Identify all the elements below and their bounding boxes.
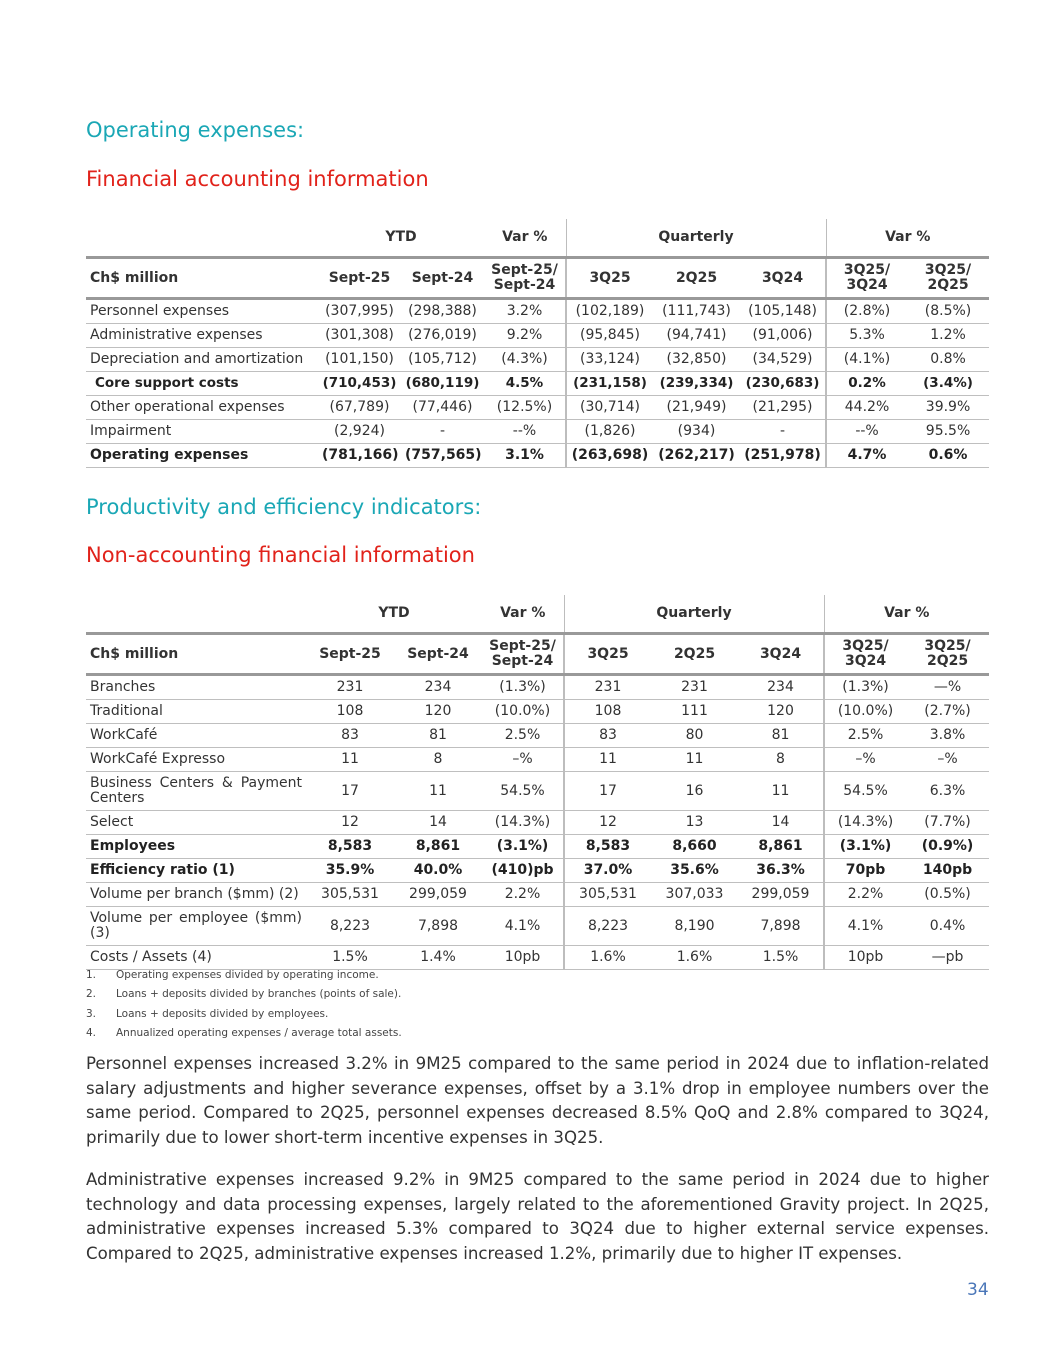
table-cell: 2.2%	[482, 883, 564, 907]
table-cell: (307,995)	[318, 299, 401, 324]
table-cell: 11	[651, 748, 738, 772]
table-cell: 0.6%	[907, 444, 989, 468]
table-cell: 0.2%	[826, 372, 907, 396]
table-cell: 1.5%	[738, 946, 824, 970]
heading-financial-accounting: Financial accounting information	[86, 167, 429, 191]
table-row	[86, 835, 989, 859]
table-cell: (263,698)	[566, 444, 653, 468]
table-cell: 2.2%	[824, 883, 906, 907]
table-cell: (7.7%)	[906, 811, 989, 835]
table-cell: (2,924)	[318, 420, 401, 444]
table-cell: (781,166)	[318, 444, 401, 468]
table-cell: 111	[651, 700, 738, 724]
table-row	[86, 811, 989, 835]
table-cell: 0.8%	[907, 348, 989, 372]
table-cell: (2.8%)	[826, 299, 907, 324]
row-label: Traditional	[86, 700, 306, 724]
table-cell: 9.2%	[484, 324, 566, 348]
table-cell: 17	[306, 772, 394, 811]
footnote-number: 2.	[86, 988, 97, 1001]
group-var-q: Var %	[826, 219, 989, 258]
table-row	[86, 748, 989, 772]
table-cell: 40.0%	[394, 859, 482, 883]
table-cell: 10pb	[824, 946, 906, 970]
table-cell: 12	[564, 811, 651, 835]
footnote-text: Operating expenses divided by operating income.	[116, 968, 379, 981]
col-header: 3Q25/ 2Q25	[907, 258, 989, 299]
footnote-text: Annualized operating expenses / average total assets.	[116, 1027, 402, 1040]
table-cell: (10.0%)	[482, 700, 564, 724]
table-cell: (102,189)	[566, 299, 653, 324]
table-cell: (34,529)	[740, 348, 826, 372]
table-cell: (231,158)	[566, 372, 653, 396]
col-header: 2Q25	[651, 634, 738, 675]
table-cell: 83	[564, 724, 651, 748]
row-label: Other operational expenses	[86, 396, 318, 420]
row-label: Business Centers & Payment Centers	[86, 772, 306, 811]
group-quarterly: Quarterly	[564, 595, 824, 634]
footnote-number: 1.	[86, 968, 97, 981]
table-cell: 3.8%	[906, 724, 989, 748]
table-cell: 1.6%	[564, 946, 651, 970]
table-cell: (301,308)	[318, 324, 401, 348]
footnotes	[86, 965, 989, 1043]
table-cell: 36.3%	[738, 859, 824, 883]
col-header: Sept-25/ Sept-24	[484, 258, 566, 299]
table-row	[86, 772, 989, 811]
group-var-q: Var %	[824, 595, 989, 634]
row-label: Personnel expenses	[86, 299, 318, 324]
table-cell: 8	[738, 748, 824, 772]
table-cell: 11	[394, 772, 482, 811]
table-cell: -	[740, 420, 826, 444]
table-cell: 12	[306, 811, 394, 835]
row-label: Administrative expenses	[86, 324, 318, 348]
table-cell: 8,660	[651, 835, 738, 859]
table-row	[86, 396, 989, 420]
table-row	[86, 324, 989, 348]
table-cell: 11	[738, 772, 824, 811]
table-cell: 1.5%	[306, 946, 394, 970]
table-cell: 17	[564, 772, 651, 811]
table-row	[86, 420, 989, 444]
table-cell: (33,124)	[566, 348, 653, 372]
row-label: Employees	[86, 835, 306, 859]
table-cell: (1.3%)	[482, 675, 564, 700]
table-cell: (0.5%)	[906, 883, 989, 907]
row-label: Core support costs	[86, 372, 318, 396]
table-cell: (8.5%)	[907, 299, 989, 324]
table-cell: (30,714)	[566, 396, 653, 420]
table-row	[86, 859, 989, 883]
table-row	[86, 372, 989, 396]
table-cell: (105,712)	[401, 348, 484, 372]
table-cell: 4.1%	[824, 907, 906, 946]
table-cell: --%	[826, 420, 907, 444]
table-cell: (95,845)	[566, 324, 653, 348]
heading-operating-expenses: Operating expenses:	[86, 118, 305, 142]
table-cell: 231	[306, 675, 394, 700]
group-blank	[86, 595, 306, 634]
col-header: 3Q25/ 3Q24	[826, 258, 907, 299]
table-cell: 2.5%	[482, 724, 564, 748]
table-cell: 305,531	[564, 883, 651, 907]
table-row	[86, 299, 989, 324]
table-cell: (298,388)	[401, 299, 484, 324]
table-cell: 299,059	[394, 883, 482, 907]
table-cell: 35.6%	[651, 859, 738, 883]
table-cell: 1.4%	[394, 946, 482, 970]
row-label: Select	[86, 811, 306, 835]
table-cell: 4.1%	[482, 907, 564, 946]
table-cell: 11	[564, 748, 651, 772]
table-cell: (262,217)	[653, 444, 740, 468]
table-cell: –%	[906, 748, 989, 772]
col-header: Sept-24	[394, 634, 482, 675]
productivity-table	[86, 595, 989, 970]
table-cell: 11	[306, 748, 394, 772]
table-cell: 39.9%	[907, 396, 989, 420]
table-cell: 3.1%	[484, 444, 566, 468]
table-cell: 7,898	[738, 907, 824, 946]
col-header: 2Q25	[653, 258, 740, 299]
table-cell: (757,565)	[401, 444, 484, 468]
table-cell: 231	[564, 675, 651, 700]
col-header: 3Q25/ 2Q25	[906, 634, 989, 675]
row-label: Costs / Assets (4)	[86, 946, 306, 970]
footnote	[86, 965, 989, 985]
table-cell: (1,826)	[566, 420, 653, 444]
table-cell: 83	[306, 724, 394, 748]
table-cell: (251,978)	[740, 444, 826, 468]
row-label: Impairment	[86, 420, 318, 444]
table-cell: (105,148)	[740, 299, 826, 324]
footnote	[86, 1024, 989, 1044]
table-row	[86, 700, 989, 724]
table-cell: 8,190	[651, 907, 738, 946]
table-cell: (32,850)	[653, 348, 740, 372]
table-cell: (3.1%)	[824, 835, 906, 859]
table-cell: 140pb	[906, 859, 989, 883]
table-row	[86, 883, 989, 907]
table-cell: (276,019)	[401, 324, 484, 348]
page-number: 34	[967, 1280, 989, 1300]
table-cell: --%	[484, 420, 566, 444]
table-cell: 37.0%	[564, 859, 651, 883]
group-ytd: YTD	[385, 229, 417, 245]
table-cell: 8,861	[394, 835, 482, 859]
table-cell: 6.3%	[906, 772, 989, 811]
table-cell: 8,223	[306, 907, 394, 946]
table-cell: (239,334)	[653, 372, 740, 396]
table-cell: –%	[824, 748, 906, 772]
table-cell: 10pb	[482, 946, 564, 970]
table-row	[86, 444, 989, 468]
table-cell: 80	[651, 724, 738, 748]
col-header: 3Q24	[740, 258, 826, 299]
group-blank	[86, 219, 318, 258]
table-cell: 7,898	[394, 907, 482, 946]
footnote	[86, 985, 989, 1005]
table-cell: (21,295)	[740, 396, 826, 420]
heading-non-accounting: Non-accounting financial information	[86, 543, 475, 567]
table-cell: 1.2%	[907, 324, 989, 348]
row-label: Efficiency ratio (1)	[86, 859, 306, 883]
footnote	[86, 1004, 989, 1024]
group-ytd: YTD	[378, 605, 410, 621]
table-cell: (230,683)	[740, 372, 826, 396]
table-cell: (14.3%)	[482, 811, 564, 835]
paragraph-personnel: Personnel expenses increased 3.2% in 9M25 compared to the same period in 2024 due to inflation-related salary adjustments and higher severance expenses, offset by a 3.1% drop in employee numbers over the same period. Compared to 2Q25, personnel expenses decreased 8.5% QoQ and 2.8% compared to 3Q24, primarily due to lower short-term incentive expenses in 3Q25.	[86, 1054, 989, 1147]
group-var: Var %	[500, 605, 546, 621]
table-cell: 120	[394, 700, 482, 724]
table-cell: 3.2%	[484, 299, 566, 324]
table-row	[86, 907, 989, 946]
table-cell: 81	[394, 724, 482, 748]
table-cell: (410)pb	[482, 859, 564, 883]
table-cell: 108	[564, 700, 651, 724]
table-cell: 14	[738, 811, 824, 835]
table-cell: (67,789)	[318, 396, 401, 420]
table-cell: 14	[394, 811, 482, 835]
table-cell: —pb	[906, 946, 989, 970]
table-cell: (91,006)	[740, 324, 826, 348]
col-header: Sept-25/ Sept-24	[482, 634, 564, 675]
table-cell: 35.9%	[306, 859, 394, 883]
table-cell: 70pb	[824, 859, 906, 883]
table-cell: (10.0%)	[824, 700, 906, 724]
table-cell: 8,583	[564, 835, 651, 859]
col-header: 3Q25	[566, 258, 653, 299]
table-cell: (1.3%)	[824, 675, 906, 700]
table-cell: 305,531	[306, 883, 394, 907]
table-cell: (12.5%)	[484, 396, 566, 420]
footnote-text: Loans + deposits divided by branches (points of sale).	[116, 988, 402, 1001]
table-cell: 108	[306, 700, 394, 724]
table-cell: (101,150)	[318, 348, 401, 372]
table-cell: (4.1%)	[826, 348, 907, 372]
table-cell: (3.4%)	[907, 372, 989, 396]
table-cell: 5.3%	[826, 324, 907, 348]
footnote-text: Loans + deposits divided by employees.	[116, 1007, 329, 1020]
table-cell: 95.5%	[907, 420, 989, 444]
table-cell: (94,741)	[653, 324, 740, 348]
table-cell: 81	[738, 724, 824, 748]
table-cell: 234	[394, 675, 482, 700]
table-cell: 1.6%	[651, 946, 738, 970]
table-cell: (934)	[653, 420, 740, 444]
row-label: Operating expenses	[86, 444, 318, 468]
table-cell: 120	[738, 700, 824, 724]
table-cell: (14.3%)	[824, 811, 906, 835]
group-quarterly: Quarterly	[566, 219, 826, 258]
paragraph-administrative: Administrative expenses increased 9.2% in 9M25 compared to the same period in 2024 due to higher technology and data processing expenses, largely related to the aforementioned Gravity project. In 2Q25, administrative expenses increased 5.3% compared to 3Q24 due to higher external service expenses. Compared to 2Q25, administrative expenses increased 1.2%, primarily due to higher IT expenses.	[86, 1170, 989, 1263]
table-cell: 2.5%	[824, 724, 906, 748]
table-cell: (3.1%)	[482, 835, 564, 859]
row-label: Depreciation and amortization	[86, 348, 318, 372]
group-var: Var %	[502, 229, 548, 245]
table-cell: 4.5%	[484, 372, 566, 396]
table-cell: 8	[394, 748, 482, 772]
row-label: WorkCafé	[86, 724, 306, 748]
table-cell: -	[401, 420, 484, 444]
table-cell: 307,033	[651, 883, 738, 907]
table-cell: 0.4%	[906, 907, 989, 946]
table-cell: (2.7%)	[906, 700, 989, 724]
col-header: Sept-24	[401, 258, 484, 299]
col-header: Ch$ million	[86, 634, 306, 675]
table-cell: 4.7%	[826, 444, 907, 468]
table-cell: (680,119)	[401, 372, 484, 396]
footnote-number: 3.	[86, 1007, 97, 1020]
table-cell: 54.5%	[482, 772, 564, 811]
table-cell: 231	[651, 675, 738, 700]
row-label: Branches	[86, 675, 306, 700]
table-cell: —%	[906, 675, 989, 700]
table-row	[86, 675, 989, 700]
table-cell: 54.5%	[824, 772, 906, 811]
table-cell: 8,861	[738, 835, 824, 859]
table-row	[86, 724, 989, 748]
footnote-number: 4.	[86, 1027, 97, 1040]
col-header: Sept-25	[306, 634, 394, 675]
row-label: Volume per employee ($mm) (3)	[86, 907, 306, 946]
col-header: 3Q25	[564, 634, 651, 675]
table-cell: (21,949)	[653, 396, 740, 420]
row-label: Volume per branch ($mm) (2)	[86, 883, 306, 907]
col-header: 3Q24	[738, 634, 824, 675]
table-cell: (710,453)	[318, 372, 401, 396]
table-cell: (77,446)	[401, 396, 484, 420]
heading-productivity: Productivity and efficiency indicators:	[86, 495, 482, 519]
table-cell: –%	[482, 748, 564, 772]
operating-expenses-table	[86, 219, 989, 468]
col-header: 3Q25/ 3Q24	[824, 634, 906, 675]
table-cell: (4.3%)	[484, 348, 566, 372]
table-cell: 13	[651, 811, 738, 835]
table-cell: 16	[651, 772, 738, 811]
table-cell: (0.9%)	[906, 835, 989, 859]
table-cell: 8,583	[306, 835, 394, 859]
table-row	[86, 348, 989, 372]
table-cell: (111,743)	[653, 299, 740, 324]
col-header: Sept-25	[318, 258, 401, 299]
table-cell: 44.2%	[826, 396, 907, 420]
table-cell: 234	[738, 675, 824, 700]
col-header: Ch$ million	[86, 258, 318, 299]
row-label: WorkCafé Expresso	[86, 748, 306, 772]
table-cell: 299,059	[738, 883, 824, 907]
table-cell: 8,223	[564, 907, 651, 946]
